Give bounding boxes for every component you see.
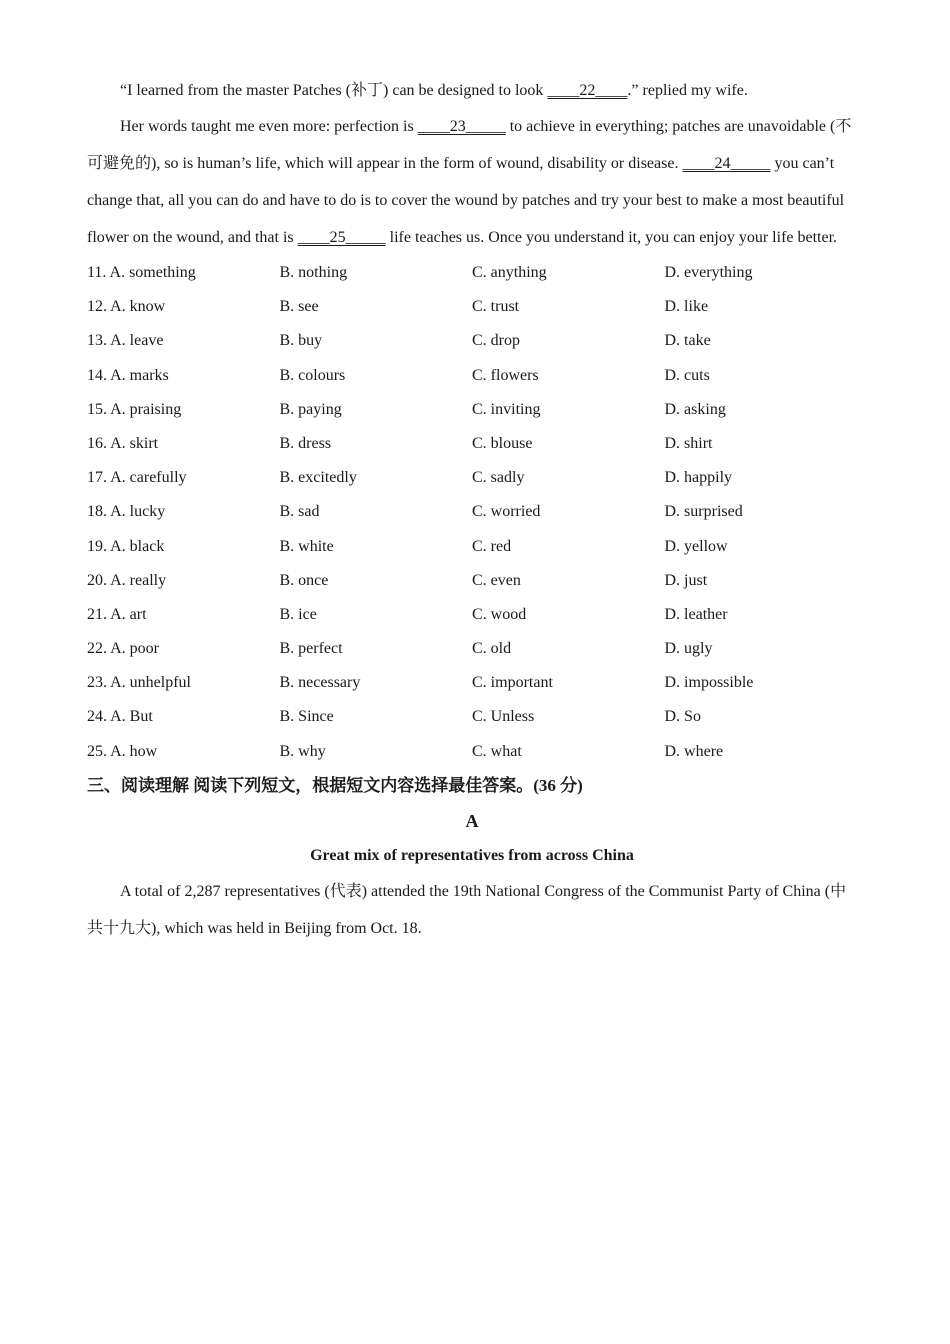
option-c: C. red (472, 537, 512, 555)
option-d: D. asking (664, 400, 726, 418)
option-row-14 (87, 359, 857, 393)
option-row-23 (87, 666, 857, 700)
option-d: D. everything (664, 264, 753, 281)
option-c: C. drop (472, 332, 520, 350)
option-b: B. necessary (279, 674, 361, 692)
option-b: B. buy (279, 332, 323, 350)
option-row-17 (87, 461, 857, 495)
option-a: 14. A. marks (87, 366, 169, 384)
option-c: C. sadly (472, 469, 525, 487)
option-row-15 (87, 393, 857, 427)
option-d: D. take (664, 332, 711, 350)
cloze-text: “I learned from the master Patches (补丁) can be designed to look (120, 82, 548, 99)
option-d: D. shirt (664, 434, 713, 452)
option-c: C. flowers (472, 366, 539, 384)
option-c: C. inviting (472, 400, 541, 418)
option-b: B. perfect (279, 640, 343, 658)
option-d: D. cuts (664, 366, 710, 384)
option-a: 19. A. black (87, 537, 165, 555)
option-d: D. happily (664, 469, 733, 487)
option-a: 15. A. praising (87, 400, 182, 418)
option-d: D. where (664, 742, 724, 760)
passage-body: A total of 2,287 representatives (代表) attended the 19th National Congress of the Communist Party of China (中共十九大), which was held in Beijing from Oct. 18. (87, 882, 847, 937)
option-row-21 (87, 598, 857, 632)
option-a: 25. A. how (87, 742, 158, 760)
answer-options (87, 256, 857, 769)
option-b: B. colours (279, 366, 346, 384)
option-b: B. nothing (279, 264, 348, 281)
option-d: D. leather (664, 605, 728, 623)
section-heading: 三、阅读理解 阅读下列短文，根据短文内容选择最佳答案。(36 分) (87, 775, 583, 795)
cloze-text: life teaches us. Once you understand it, you can enjoy your life better. (385, 229, 838, 246)
option-row-19 (87, 530, 857, 564)
option-d: D. impossible (664, 674, 754, 692)
option-b: B. why (279, 742, 326, 760)
option-a: 18. A. lucky (87, 503, 166, 521)
option-c: C. anything (472, 264, 547, 281)
option-row-13 (87, 324, 857, 358)
option-row-11 (87, 256, 857, 290)
option-c: C. old (472, 640, 512, 658)
option-row-25 (87, 735, 857, 769)
option-a: 12. A. know (87, 298, 166, 316)
cloze-blank-22: ____22____ (547, 82, 628, 99)
option-b: B. see (279, 298, 319, 316)
option-b: B. once (279, 571, 329, 589)
document-page (87, 74, 857, 947)
option-a: 13. A. leave (87, 332, 164, 350)
option-b: B. dress (279, 434, 332, 452)
option-row-16 (87, 427, 857, 461)
option-a: 11. A. something (87, 264, 196, 281)
cloze-text: you can’t change that, all you can do and have to do is to cover the wound by patches and try your best to make a most beautiful flower on the wound, and that is (87, 155, 845, 246)
option-d: D. yellow (664, 537, 728, 555)
option-a: 23. A. unhelpful (87, 674, 191, 692)
option-c: C. worried (472, 503, 541, 521)
cloze-paragraph-2 (87, 108, 857, 256)
option-b: B. paying (279, 400, 342, 418)
option-row-22 (87, 632, 857, 666)
option-c: C. even (472, 571, 521, 589)
cloze-text: to achieve in everything; patches are unavoidable (不可避免的), so is human’s life, which will appear in the form of wound, disability or disease. (87, 118, 852, 172)
option-row-24 (87, 700, 857, 734)
option-d: D. just (664, 571, 708, 589)
option-d: D. ugly (664, 640, 713, 658)
option-c: C. trust (472, 298, 520, 316)
option-a: 17. A. carefully (87, 469, 187, 487)
cloze-text: .” replied my wife. (627, 82, 748, 99)
option-a: 21. A. art (87, 605, 147, 623)
passage-letter: A (465, 810, 479, 831)
option-a: 16. A. skirt (87, 434, 159, 452)
option-c: C. what (472, 742, 522, 760)
cloze-text: Her words taught me even more: perfection is (120, 118, 418, 135)
option-b: B. ice (279, 605, 317, 623)
passage-title: Great mix of representatives from across China (310, 846, 634, 864)
option-b: B. white (279, 537, 334, 555)
option-row-12 (87, 290, 857, 324)
option-d: D. So (664, 708, 701, 726)
cloze-blank-25: ____25_____ (297, 229, 386, 246)
option-row-20 (87, 564, 857, 598)
option-b: B. sad (279, 503, 320, 521)
option-b: B. Since (279, 708, 334, 726)
option-d: D. surprised (664, 503, 743, 521)
option-a: 20. A. really (87, 571, 167, 589)
option-a: 22. A. poor (87, 640, 159, 658)
option-c: C. wood (472, 605, 527, 623)
option-c: C. Unless (472, 708, 535, 726)
cloze-blank-23: ____23_____ (417, 118, 506, 135)
cloze-paragraph-1 (87, 74, 857, 108)
option-c: C. important (472, 674, 553, 692)
cloze-blank-24: ____24_____ (682, 155, 771, 172)
option-d: D. like (664, 298, 709, 316)
option-a: 24. A. But (87, 708, 153, 726)
option-b: B. excitedly (279, 469, 357, 487)
option-c: C. blouse (472, 434, 533, 452)
option-row-18 (87, 495, 857, 529)
